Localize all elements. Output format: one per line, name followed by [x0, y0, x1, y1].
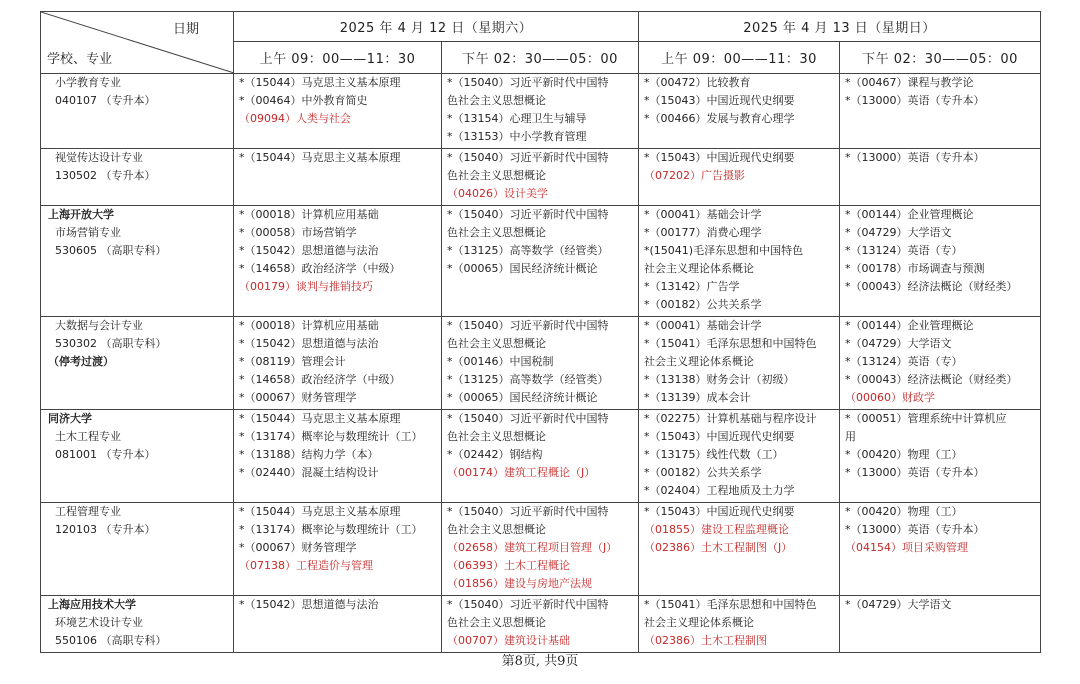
exam-course: *（00067）财务管理学	[239, 541, 357, 554]
exam-cell-apr12-pm	[442, 317, 639, 410]
exam-course: *（00043）经济法概论（财经类）	[845, 373, 1018, 386]
exam-course: *(15041)毛泽东思想和中国特色	[644, 244, 804, 257]
exam-cell-apr13-am	[639, 503, 840, 596]
corner-date-label: 日期	[172, 22, 199, 37]
exam-course: *（13000）英语（专升本）	[845, 94, 985, 107]
exam-cell-apr13-am	[639, 317, 840, 410]
exam-course: *（02440）混凝土结构设计	[239, 466, 379, 479]
exam-course: *（00420）物理（工）	[845, 448, 963, 461]
major-info: 130502 （专升本）	[55, 169, 156, 182]
schedule-row	[41, 317, 1041, 410]
exam-course: *（15040）习近平新时代中国特	[447, 319, 609, 332]
major-info: 小学教育专业	[55, 76, 121, 89]
exam-course: *（13188）结构力学（本）	[239, 448, 379, 461]
major-info: 040107 （专升本）	[55, 94, 156, 107]
exam-course: *（15041）毛泽东思想和中国特色	[644, 337, 817, 350]
exam-course: *（00144）企业管理概论	[845, 208, 974, 221]
exam-course: *（15042）思想道德与法治	[239, 598, 379, 611]
exam-course: *（02404）工程地质及土力学	[644, 484, 795, 497]
exam-course-highlighted: （01856）建设与房地产法规	[447, 577, 592, 590]
school-major-cell	[41, 596, 234, 653]
exam-course-highlighted: （09094）人类与社会	[239, 112, 351, 125]
exam-course: *（00144）企业管理概论	[845, 319, 974, 332]
header-corner-cell	[41, 12, 234, 74]
exam-course: *（15043）中国近现代史纲要	[644, 94, 795, 107]
exam-course: *（00065）国民经济统计概论	[447, 262, 598, 275]
exam-cell-apr12-pm	[442, 149, 639, 206]
exam-course: *（13138）财务会计（初级）	[644, 373, 795, 386]
exam-cell-apr13-am	[639, 596, 840, 653]
exam-course: 色社会主义思想概论	[447, 430, 546, 443]
exam-course: *（15041）毛泽东思想和中国特色	[644, 598, 817, 611]
exam-course-highlighted: （00179）谈判与推销技巧	[239, 280, 373, 293]
exam-course: 色社会主义思想概论	[447, 616, 546, 629]
schedule-row	[41, 206, 1041, 317]
exam-course-highlighted: （04154）项目采购管理	[845, 541, 968, 554]
exam-course: *（13142）广告学	[644, 280, 740, 293]
exam-course: *（15044）马克思主义基本原理	[239, 505, 401, 518]
exam-course: *（04729）大学语文	[845, 598, 952, 611]
session-header-apr12-pm: 下午 02：30——05：00	[442, 41, 639, 73]
exam-course: *（00067）财务管理学	[239, 391, 357, 404]
exam-cell-apr13-pm	[840, 503, 1041, 596]
exam-course: *（15044）马克思主义基本原理	[239, 151, 401, 164]
exam-course: 社会主义理论体系概论	[644, 616, 754, 629]
exam-course-highlighted: （07138）工程造价与管理	[239, 559, 373, 572]
exam-course: 色社会主义思想概论	[447, 523, 546, 536]
exam-course: *（00051）管理系统中计算机应	[845, 412, 1007, 425]
exam-cell-apr13-pm	[840, 74, 1041, 149]
exam-cell-apr12-am	[234, 596, 442, 653]
exam-course: *（00472）比较教育	[644, 76, 751, 89]
exam-course: *（15043）中国近现代史纲要	[644, 505, 795, 518]
major-info: 土木工程专业	[55, 430, 121, 443]
exam-cell-apr13-pm	[840, 149, 1041, 206]
schedule-row	[41, 74, 1041, 149]
exam-course: *（00146）中国税制	[447, 355, 554, 368]
exam-cell-apr13-pm	[840, 317, 1041, 410]
exam-course: *（00182）公共关系学	[644, 298, 762, 311]
exam-cell-apr12-pm	[442, 503, 639, 596]
exam-course: 色社会主义思想概论	[447, 226, 546, 239]
exam-course: *（00058）市场营销学	[239, 226, 357, 239]
exam-course: *（00041）基础会计学	[644, 319, 762, 332]
exam-course-highlighted: （06393）土木工程概论	[447, 559, 570, 572]
schedule-row	[41, 410, 1041, 503]
major-info: 530302 （高职专科）	[55, 337, 167, 350]
exam-course: *（00182）公共关系学	[644, 466, 762, 479]
exam-course: *（13000）英语（专升本）	[845, 151, 985, 164]
exam-course: *（00043）经济法概论（财经类）	[845, 280, 1018, 293]
exam-course: *（15040）习近平新时代中国特	[447, 505, 609, 518]
page-footer: 第8页, 共9页	[501, 654, 579, 669]
exam-course: *（15044）马克思主义基本原理	[239, 412, 401, 425]
exam-course-highlighted: （00707）建筑设计基础	[447, 634, 570, 647]
major-info: 550106 （高职专科）	[55, 634, 167, 647]
exam-course: *（15040）习近平新时代中国特	[447, 208, 609, 221]
major-info: 视觉传达设计专业	[55, 151, 143, 164]
exam-course: *（00018）计算机应用基础	[239, 319, 379, 332]
major-info: 大数据与会计专业	[55, 319, 143, 332]
school-major-cell	[41, 410, 234, 503]
exam-course: *（02442）钢结构	[447, 448, 543, 461]
major-info: 120103 （专升本）	[55, 523, 156, 536]
exam-course: *（08119）管理会计	[239, 355, 346, 368]
exam-course: *（15040）习近平新时代中国特	[447, 151, 609, 164]
exam-course: *（15044）马克思主义基本原理	[239, 76, 401, 89]
corner-school-label: 学校、专业	[47, 52, 113, 67]
exam-course: *（00178）市场调查与预测	[845, 262, 985, 275]
exam-course: *（15043）中国近现代史纲要	[644, 430, 795, 443]
exam-course: *（13174）概率论与数理统计（工）	[239, 523, 423, 536]
exam-course: *（13124）英语（专）	[845, 355, 963, 368]
exam-course: 社会主义理论体系概论	[644, 355, 754, 368]
school-major-cell	[41, 74, 234, 149]
exam-course: *（13139）成本会计	[644, 391, 751, 404]
school-major-cell	[41, 206, 234, 317]
exam-course: *（13124）英语（专）	[845, 244, 963, 257]
exam-cell-apr12-am	[234, 503, 442, 596]
exam-cell-apr13-pm	[840, 410, 1041, 503]
exam-course: *（04729）大学语文	[845, 226, 952, 239]
major-info: 081001 （专升本）	[55, 448, 156, 461]
exam-course: *（13154）心理卫生与辅导	[447, 112, 587, 125]
exam-course: 用	[845, 430, 856, 443]
exam-cell-apr12-am	[234, 206, 442, 317]
exam-course: *（00464）中外教育简史	[239, 94, 368, 107]
major-info: 环境艺术设计专业	[55, 616, 143, 629]
exam-course: *（14658）政治经济学（中级）	[239, 373, 401, 386]
school-name: 上海开放大学	[48, 208, 114, 221]
day-header-apr13: 2025 年 4 月 13 日（星期日）	[639, 12, 1041, 42]
exam-course: 色社会主义思想概论	[447, 337, 546, 350]
schedule-row	[41, 149, 1041, 206]
exam-cell-apr12-am	[234, 149, 442, 206]
exam-course-highlighted: （00060）财政学	[845, 391, 935, 404]
exam-cell-apr12-pm	[442, 410, 639, 503]
exam-course: *（00177）消费心理学	[644, 226, 762, 239]
school-name: 同济大学	[48, 412, 92, 425]
exam-course: *（15040）习近平新时代中国特	[447, 412, 609, 425]
session-header-apr12-am: 上午 09：00——11：30	[234, 41, 442, 73]
exam-course: *（13125）高等数学（经管类）	[447, 244, 609, 257]
exam-course: 色社会主义思想概论	[447, 94, 546, 107]
exam-schedule-sheet	[40, 11, 1040, 653]
schedule-row	[41, 596, 1041, 653]
exam-course-highlighted: （02386）土木工程制图	[644, 634, 767, 647]
header-row-days	[41, 12, 1041, 42]
exam-course-highlighted: （01855）建设工程监理概论	[644, 523, 789, 536]
exam-course: 社会主义理论体系概论	[644, 262, 754, 275]
exam-course: *（15043）中国近现代史纲要	[644, 151, 795, 164]
exam-course-highlighted: （00174）建筑工程概论（J）	[447, 466, 596, 479]
session-header-apr13-am: 上午 09：00——11：30	[639, 41, 840, 73]
school-major-cell	[41, 317, 234, 410]
exam-course: *（04729）大学语文	[845, 337, 952, 350]
exam-cell-apr13-am	[639, 74, 840, 149]
exam-course: *（00041）基础会计学	[644, 208, 762, 221]
exam-course: *（15042）思想道德与法治	[239, 337, 379, 350]
exam-course: *（00467）课程与教学论	[845, 76, 974, 89]
exam-course: *（02275）计算机基础与程序设计	[644, 412, 817, 425]
exam-course: *（13000）英语（专升本）	[845, 523, 985, 536]
school-name: 上海应用技术大学	[48, 598, 136, 611]
exam-course: *（14658）政治经济学（中级）	[239, 262, 401, 275]
exam-course: *（00018）计算机应用基础	[239, 208, 379, 221]
exam-schedule-table	[40, 11, 1041, 653]
exam-course: *（13175）线性代数（工）	[644, 448, 784, 461]
exam-cell-apr13-am	[639, 206, 840, 317]
school-major-cell	[41, 503, 234, 596]
exam-course-highlighted: （02386）土木工程制图（J）	[644, 541, 793, 554]
exam-course: *（00420）物理（工）	[845, 505, 963, 518]
major-info: 530605 （高职专科）	[55, 244, 167, 257]
exam-course-highlighted: （04026）设计美学	[447, 187, 548, 200]
major-info: 工程管理专业	[55, 505, 121, 518]
exam-course: *（13125）高等数学（经管类）	[447, 373, 609, 386]
exam-cell-apr12-am	[234, 317, 442, 410]
exam-course: *（13174）概率论与数理统计（工）	[239, 430, 423, 443]
exam-course: *（00466）发展与教育心理学	[644, 112, 795, 125]
exam-cell-apr12-pm	[442, 596, 639, 653]
schedule-row	[41, 503, 1041, 596]
exam-course: 色社会主义思想概论	[447, 169, 546, 182]
exam-cell-apr13-am	[639, 149, 840, 206]
school-major-cell	[41, 149, 234, 206]
exam-course: *（15040）习近平新时代中国特	[447, 598, 609, 611]
exam-course: *（15040）习近平新时代中国特	[447, 76, 609, 89]
exam-course: *（15042）思想道德与法治	[239, 244, 379, 257]
exam-course-highlighted: （02658）建筑工程项目管理（J）	[447, 541, 618, 554]
exam-cell-apr12-am	[234, 410, 442, 503]
exam-cell-apr12-am	[234, 74, 442, 149]
exam-course-highlighted: （07202）广告摄影	[644, 169, 745, 182]
exam-cell-apr12-pm	[442, 206, 639, 317]
exam-cell-apr13-am	[639, 410, 840, 503]
exam-cell-apr13-pm	[840, 206, 1041, 317]
session-header-apr13-pm: 下午 02：30——05：00	[840, 41, 1041, 73]
day-header-apr12: 2025 年 4 月 12 日（星期六）	[234, 12, 639, 42]
exam-course: *（13000）英语（专升本）	[845, 466, 985, 479]
exam-course: *（13153）中小学教育管理	[447, 130, 587, 143]
exam-cell-apr13-pm	[840, 596, 1041, 653]
exam-course: *（00065）国民经济统计概论	[447, 391, 598, 404]
major-info: 市场营销专业	[55, 226, 121, 239]
school-name: （停考过渡）	[48, 355, 114, 368]
exam-cell-apr12-pm	[442, 74, 639, 149]
